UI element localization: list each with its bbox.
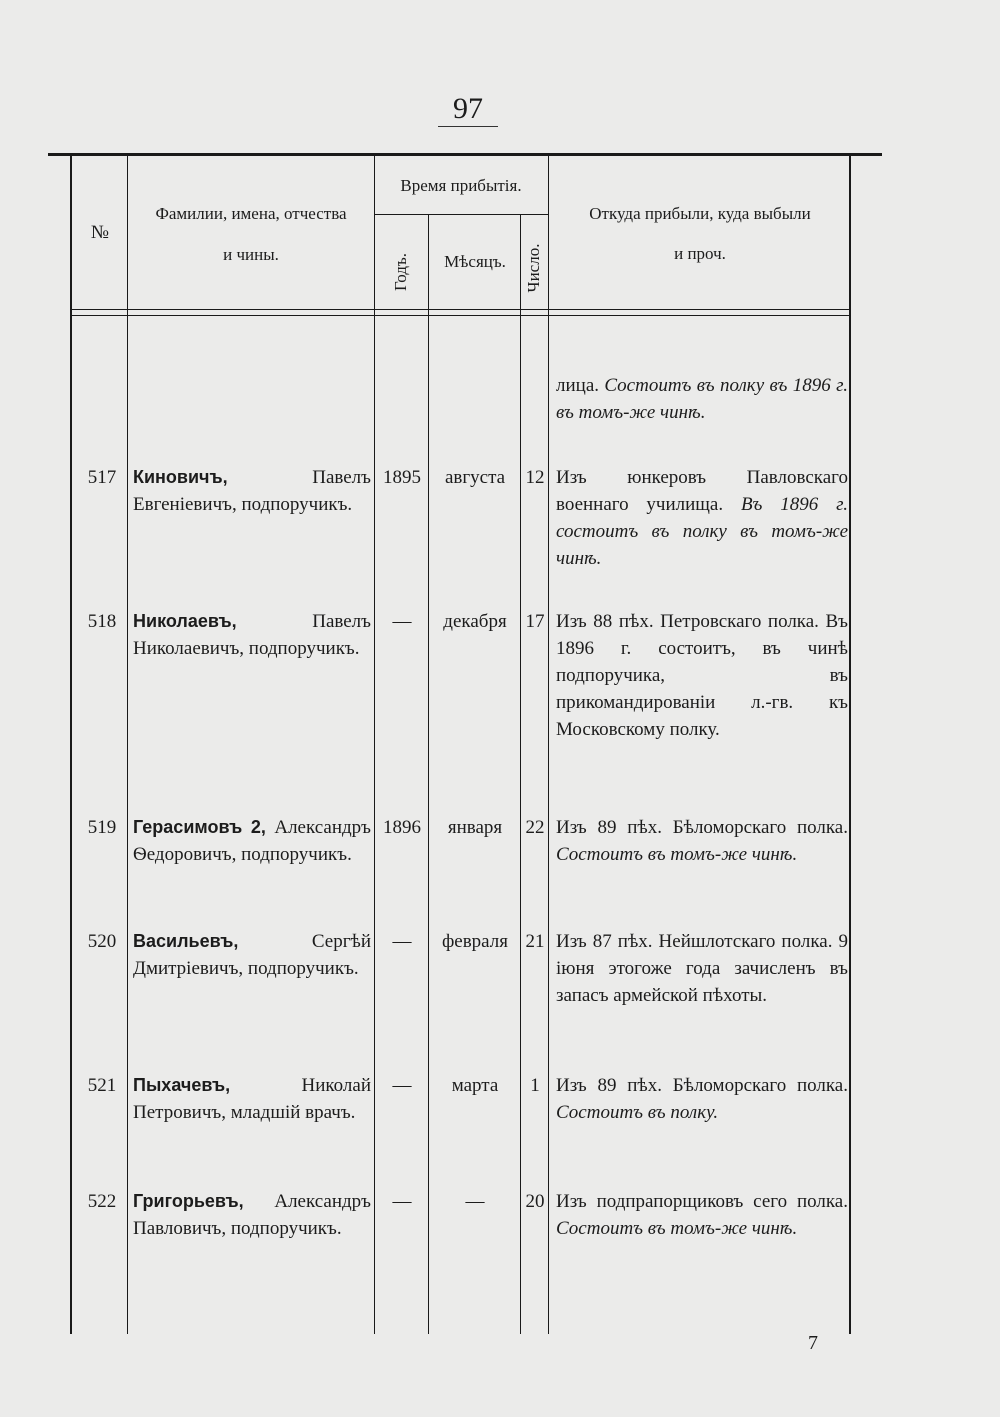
header-remarks-line2: и проч. <box>674 244 726 263</box>
header-year: Годъ. <box>391 252 410 292</box>
page-number: 97 <box>453 92 483 125</box>
col-divider-day <box>548 156 549 1334</box>
row-month: — <box>465 1191 485 1212</box>
row-remarks <box>556 928 848 1009</box>
header-number: № <box>90 222 110 243</box>
row-number: 520 <box>87 931 117 952</box>
carryover-remarks <box>556 372 848 426</box>
row-remarks-italic: Въ 1896 г. состоитъ въ полку въ томъ-же чинѣ. <box>556 494 848 569</box>
row-remarks <box>556 608 848 743</box>
row-remarks-plain: Изъ юнкеровъ Павловскаго военнаго училища. <box>556 467 848 515</box>
row-remarks-plain: Изъ 89 пѣх. Бѣломорскаго полка. <box>556 817 848 838</box>
row-surname: Герасимовъ 2, <box>133 817 266 837</box>
time-header-rule <box>374 214 548 215</box>
row-name <box>133 928 371 982</box>
row-number: 519 <box>87 817 117 838</box>
col-divider-name <box>374 156 375 1334</box>
row-name-rest: Александръ Ѳедоровичъ, подпоручикъ. <box>133 817 371 865</box>
row-number: 518 <box>87 611 117 632</box>
row-name <box>133 1188 371 1242</box>
row-year: 1895 <box>383 467 421 488</box>
row-remarks <box>556 1072 848 1126</box>
col-divider-num <box>127 156 128 1334</box>
header-remarks-line1: Откуда прибыли, куда выбыли <box>589 204 811 223</box>
row-day: 17 <box>525 611 545 632</box>
row-surname: Пыхачевъ, <box>133 1075 231 1095</box>
row-month: февраля <box>441 931 509 952</box>
row-month: января <box>447 817 503 838</box>
row-day: 12 <box>525 467 545 488</box>
row-name-rest: Александръ Павловичъ, подпоручикъ. <box>133 1191 371 1239</box>
header-bottom-rule-2 <box>72 315 850 316</box>
carryover-remarks-plain: лица. <box>556 375 605 396</box>
row-remarks-italic: Состоитъ въ томъ-же чинѣ. <box>556 844 798 865</box>
row-name-rest: Николай Петровичъ, младшій врачъ. <box>133 1075 371 1123</box>
row-day: 21 <box>525 931 545 952</box>
row-remarks-italic: Состоитъ въ полку. <box>556 1102 719 1123</box>
col-divider-month <box>520 215 521 1334</box>
row-number: 517 <box>87 467 117 488</box>
carryover-remarks-italic: Состоитъ въ полку въ 1896 г. въ томъ-же чинѣ. <box>556 375 848 423</box>
row-remarks <box>556 464 848 572</box>
row-day: 20 <box>525 1191 545 1212</box>
row-day: 1 <box>530 1075 540 1096</box>
signature-mark: 7 <box>808 1332 818 1354</box>
row-surname: Васильевъ, <box>133 931 239 951</box>
row-remarks-plain: Изъ подпрапорщиковъ сего полка. <box>556 1191 848 1212</box>
header-name-line2: и чины. <box>223 245 279 264</box>
row-month: августа <box>444 467 506 488</box>
row-name <box>133 608 371 662</box>
row-year: — <box>392 931 412 952</box>
row-surname: Николаевъ, <box>133 611 237 631</box>
row-name-rest: Сергѣй Дмитріевичъ, подпоручикъ. <box>133 931 371 979</box>
row-remarks-italic: Состоитъ въ томъ-же чинѣ. <box>556 1218 798 1239</box>
row-remarks-plain: Изъ 88 пѣх. Петровскаго полка. Въ 1896 г. состоитъ, въ чинѣ подпоручика, въ прикомандированіи л.-гв. къ Московскому полку. <box>556 611 848 740</box>
row-remarks <box>556 1188 848 1242</box>
table-left-border <box>70 156 72 1334</box>
row-year: 1896 <box>383 817 421 838</box>
header-name-line1: Фамилии, имена, отчества <box>155 204 347 223</box>
row-remarks <box>556 814 848 868</box>
row-number: 521 <box>87 1075 117 1096</box>
page-number-rule <box>438 126 498 127</box>
row-name <box>133 814 371 868</box>
row-remarks-plain: Изъ 87 пѣх. Нейшлотскаго полка. 9 іюня этогоже года зачисленъ въ запасъ армейской пѣхоты. <box>556 931 848 1006</box>
col-divider-year <box>428 215 429 1334</box>
row-name <box>133 464 371 518</box>
row-name <box>133 1072 371 1126</box>
row-month: декабря <box>443 611 507 632</box>
row-number: 522 <box>87 1191 117 1212</box>
table-top-rule <box>48 153 882 156</box>
header-bottom-rule <box>72 309 850 310</box>
row-month: марта <box>451 1075 499 1096</box>
row-name-rest: Павелъ Николаевичъ, подпоручикъ. <box>133 611 371 659</box>
header-month: Мѣсяцъ. <box>444 252 506 271</box>
row-name-rest: Павелъ Евгеніевичъ, подпоручикъ. <box>133 467 371 515</box>
row-day: 22 <box>525 817 545 838</box>
row-surname: Григорьевъ, <box>133 1191 244 1211</box>
row-remarks-plain: Изъ 89 пѣх. Бѣломорскаго полка. <box>556 1075 848 1096</box>
table-right-border <box>849 156 851 1334</box>
header-arrival-time: Время прибытія. <box>400 176 522 195</box>
row-year: — <box>392 611 412 632</box>
row-year: — <box>392 1075 412 1096</box>
row-year: — <box>392 1191 412 1212</box>
header-day: Число. <box>524 243 543 293</box>
row-surname: Киновичъ, <box>133 467 228 487</box>
